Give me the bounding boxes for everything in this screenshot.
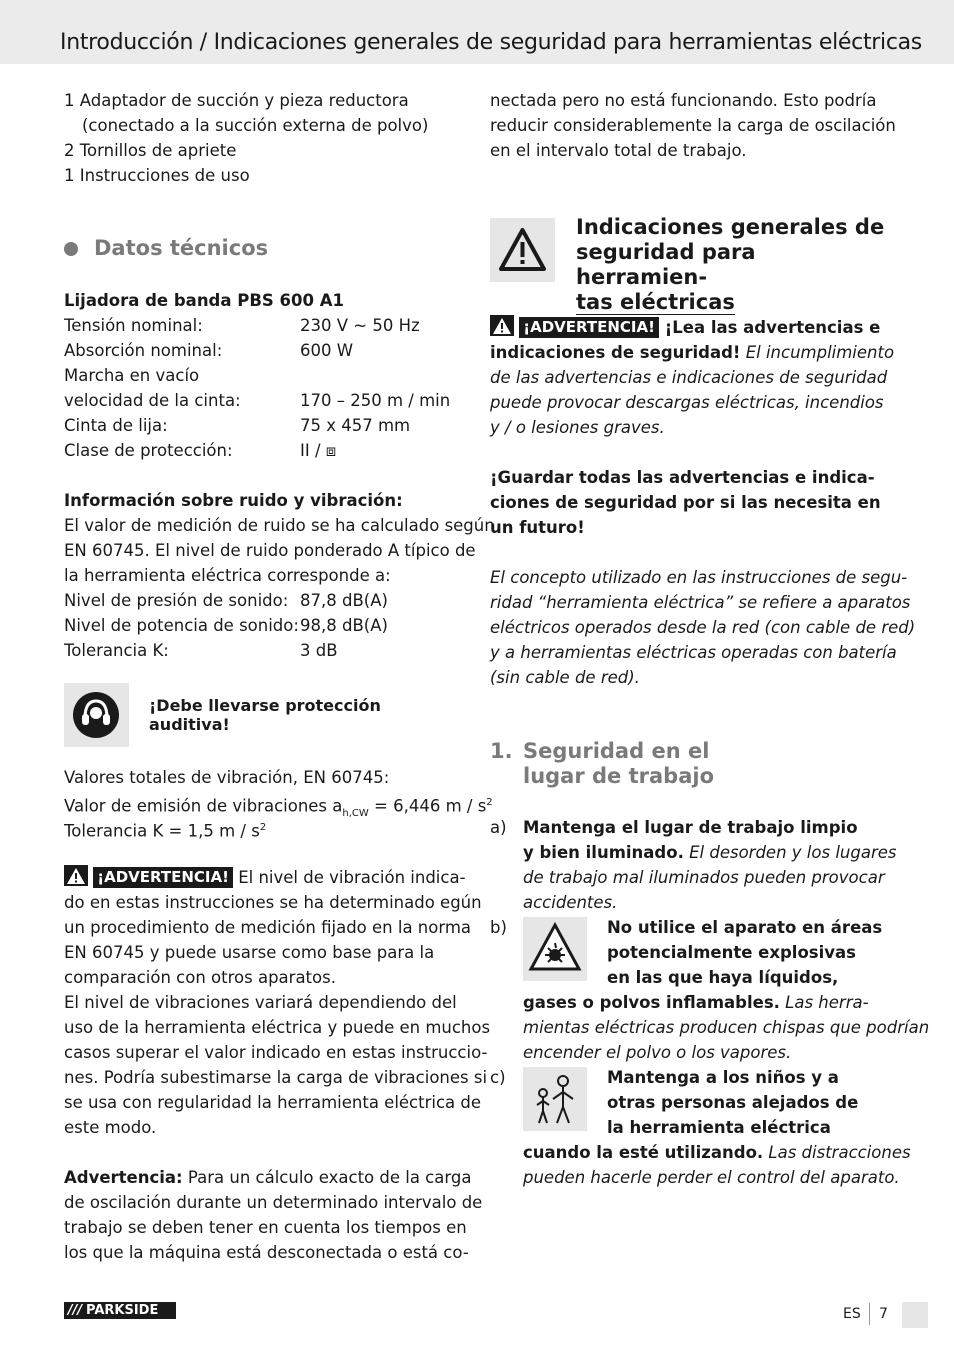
scope-item: (conectado a la succión externa de polvo) xyxy=(82,116,429,135)
ear-protection-note xyxy=(64,683,464,747)
warning-text: nes. Podría subestimarse la carga de vibraciones si xyxy=(64,1068,488,1087)
noise-text: EN 60745. El nivel de ruido ponderado A típico de xyxy=(64,541,476,560)
vib-line: Valor de emisión de vibraciones $a_{h,CW} = 6,446$ m / $s^2$ xyxy=(64,796,493,819)
item-a xyxy=(490,815,897,915)
language-code: ES xyxy=(843,1306,861,1322)
datos-heading xyxy=(64,236,464,261)
page-number: 7 xyxy=(879,1306,888,1322)
safety-warning-text: puede provocar descargas eléctricas, incendios xyxy=(490,393,884,412)
scope-item: 1 Instrucciones de uso xyxy=(64,166,250,185)
item-text: gases o polvos inflamables. Las herra- xyxy=(523,993,869,1012)
warning-text: uso de la herramienta eléctrica y puede en muchos xyxy=(64,1018,491,1037)
advertencia-text: trabajo se deben tener en cuenta los tiempos en xyxy=(64,1218,467,1237)
item-text: encender el polvo o los vapores. xyxy=(523,1043,792,1062)
item-label: c) xyxy=(490,1068,506,1087)
vib-line: Valores totales de vibración, EN 60745: xyxy=(64,768,390,787)
page-title: Introducción / Indicaciones generales de seguridad para herramientas eléctricas xyxy=(60,30,922,55)
spec-row: Tensión nominal: 230 V ~ 50 Hz xyxy=(64,316,420,335)
section-subtitle: Seguridad en el xyxy=(523,739,710,763)
noise-text: la herramienta eléctrica corresponde a: xyxy=(64,566,391,585)
noise-row: Tolerancia K: 3 dB xyxy=(64,641,338,660)
noise-row: Nivel de presión de sonido: 87,8 dB(A) xyxy=(64,591,388,610)
product-name: Lijadora de banda PBS 600 A1 xyxy=(64,291,344,310)
right-column xyxy=(490,88,930,1190)
safety-warning-text: de las advertencias e indicaciones de seguridad xyxy=(490,368,888,387)
continued-text: en el intervalo total de trabajo. xyxy=(490,141,747,160)
warning-text: EN 60745 y puede usarse como base para la xyxy=(64,943,435,962)
warning-text: casos superar el valor indicado en estas instruccio- xyxy=(64,1043,488,1062)
scope-item: 1 Adaptador de succión y pieza reductora xyxy=(64,91,409,110)
section-title: seguridad para herramien- xyxy=(576,240,756,289)
warning-icon xyxy=(490,315,514,336)
warning-text: El nivel de vibraciones variará dependiendo del xyxy=(64,993,457,1012)
noise-text: El valor de medición de ruido se ha calculado según xyxy=(64,516,495,535)
item-text: potencialmente explosivas xyxy=(607,943,856,962)
vib-line: Tolerancia K = 1,5 m / $s^2$ xyxy=(64,821,267,841)
advertencia-paragraph: Advertencia: Para un cálculo exacto de la carga xyxy=(64,1168,472,1187)
concept-text: ridad “herramienta eléctrica” se refiere a aparatos xyxy=(490,593,911,612)
warning-text: se usa con regularidad la herramienta eléctrica de xyxy=(64,1093,482,1112)
concept-text: El concepto utilizado en las instrucciones de segu- xyxy=(490,568,908,587)
general-warning-icon xyxy=(490,218,555,282)
spec-row: Marcha en vacío xyxy=(64,366,200,385)
ear-note-text: ¡Debe llevarse protección auditiva! xyxy=(149,696,381,734)
warning-label: ¡ADVERTENCIA! xyxy=(519,317,659,338)
item-text: pueden hacerle perder el control del aparato. xyxy=(523,1168,900,1187)
item-text: y bien iluminado. El desorden y los lugares xyxy=(523,843,897,862)
item-text: mientas eléctricas producen chispas que podrían xyxy=(523,1018,930,1037)
keep-children-away-icon xyxy=(523,1067,587,1131)
item-text: No utilice el aparato en áreas xyxy=(607,918,883,937)
save-instructions: ciones de seguridad por si las necesita en xyxy=(490,493,881,512)
spec-row: Absorción nominal: 600 W xyxy=(64,341,354,360)
continued-text: nectada pero no está funcionando. Esto podría xyxy=(490,91,877,110)
concept-text: (sin cable de red). xyxy=(490,668,640,687)
warning-text: un procedimiento de medición fijado en la norma xyxy=(64,918,472,937)
item-label: a) xyxy=(490,818,507,837)
spec-row: Cinta de lija: 75 x 457 mm xyxy=(64,416,411,435)
section-title: tas eléctricas xyxy=(576,290,735,314)
item-text: de trabajo mal iluminados pueden provocar xyxy=(523,868,885,887)
bullet-icon xyxy=(64,242,78,256)
footer-divider xyxy=(869,1303,870,1325)
concept-text: y a herramientas eléctricas operadas con batería xyxy=(490,643,897,662)
item-c xyxy=(490,1065,911,1190)
parkside-logo xyxy=(64,1302,176,1319)
left-column xyxy=(64,88,495,1265)
warning-text: este modo. xyxy=(64,1118,157,1137)
noise-title: Información sobre ruido y vibración: xyxy=(64,491,403,510)
safety-section-heading xyxy=(490,215,890,314)
spec-row: velocidad de la cinta: 170 – 250 m / min xyxy=(64,391,451,410)
save-instructions: ¡Guardar todas las advertencias e indica- xyxy=(490,468,875,487)
page-header xyxy=(0,0,954,64)
item-text: en las que haya líquidos, xyxy=(607,968,839,987)
safety-warning-text: y / o lesiones graves. xyxy=(490,418,665,437)
logo-stripes-icon: /// xyxy=(67,1303,83,1318)
safety-warning-paragraph: ¡ADVERTENCIA! ¡Lea las advertencias e xyxy=(490,315,890,340)
item-label: b) xyxy=(490,918,507,937)
warning-label: ¡ADVERTENCIA! xyxy=(93,867,233,888)
noise-row: Nivel de potencia de sonido: 98,8 dB(A) xyxy=(64,616,388,635)
item-text: la herramienta eléctrica xyxy=(607,1118,831,1137)
section-subtitle: lugar de trabajo xyxy=(523,764,714,788)
warning-text: comparación con otros aparatos. xyxy=(64,968,336,987)
section-title: Indicaciones generales de xyxy=(576,215,885,239)
workplace-heading xyxy=(490,739,890,789)
advertencia-text: los que la máquina está desconectada o está co- xyxy=(64,1243,469,1262)
save-instructions: un futuro! xyxy=(490,518,585,537)
datos-title: Datos técnicos xyxy=(94,236,269,260)
warning-icon xyxy=(64,865,88,886)
item-text: Mantenga el lugar de trabajo limpio xyxy=(523,818,858,837)
concept-text: eléctricos operados desde la red (con cable de red) xyxy=(490,618,916,637)
section-number: 1. xyxy=(490,739,513,763)
continued-text: reducir considerablemente la carga de oscilación xyxy=(490,116,896,135)
warning-text: do en estas instrucciones se ha determinado egún xyxy=(64,893,482,912)
item-b xyxy=(490,915,930,1065)
item-text: accidentes. xyxy=(523,893,618,912)
spec-row: Clase de protección: II / ⧈ xyxy=(64,441,337,460)
item-text: cuando la esté utilizando. Las distracciones xyxy=(523,1143,911,1162)
ear-protection-icon xyxy=(64,683,129,747)
warning-paragraph: ¡ADVERTENCIA! El nivel de vibración indica- xyxy=(64,865,464,890)
explosion-hazard-icon xyxy=(523,917,587,981)
brand-name: PARKSIDE xyxy=(86,1303,159,1318)
advertencia-text: de oscilación durante un determinado intervalo de xyxy=(64,1193,483,1212)
page-tab xyxy=(902,1302,928,1328)
item-text: Mantenga a los niños y a xyxy=(607,1068,839,1087)
scope-item: 2 Tornillos de apriete xyxy=(64,141,237,160)
item-text: otras personas alejados de xyxy=(607,1093,859,1112)
safety-warning-text: indicaciones de seguridad! El incumplimiento xyxy=(490,343,895,362)
